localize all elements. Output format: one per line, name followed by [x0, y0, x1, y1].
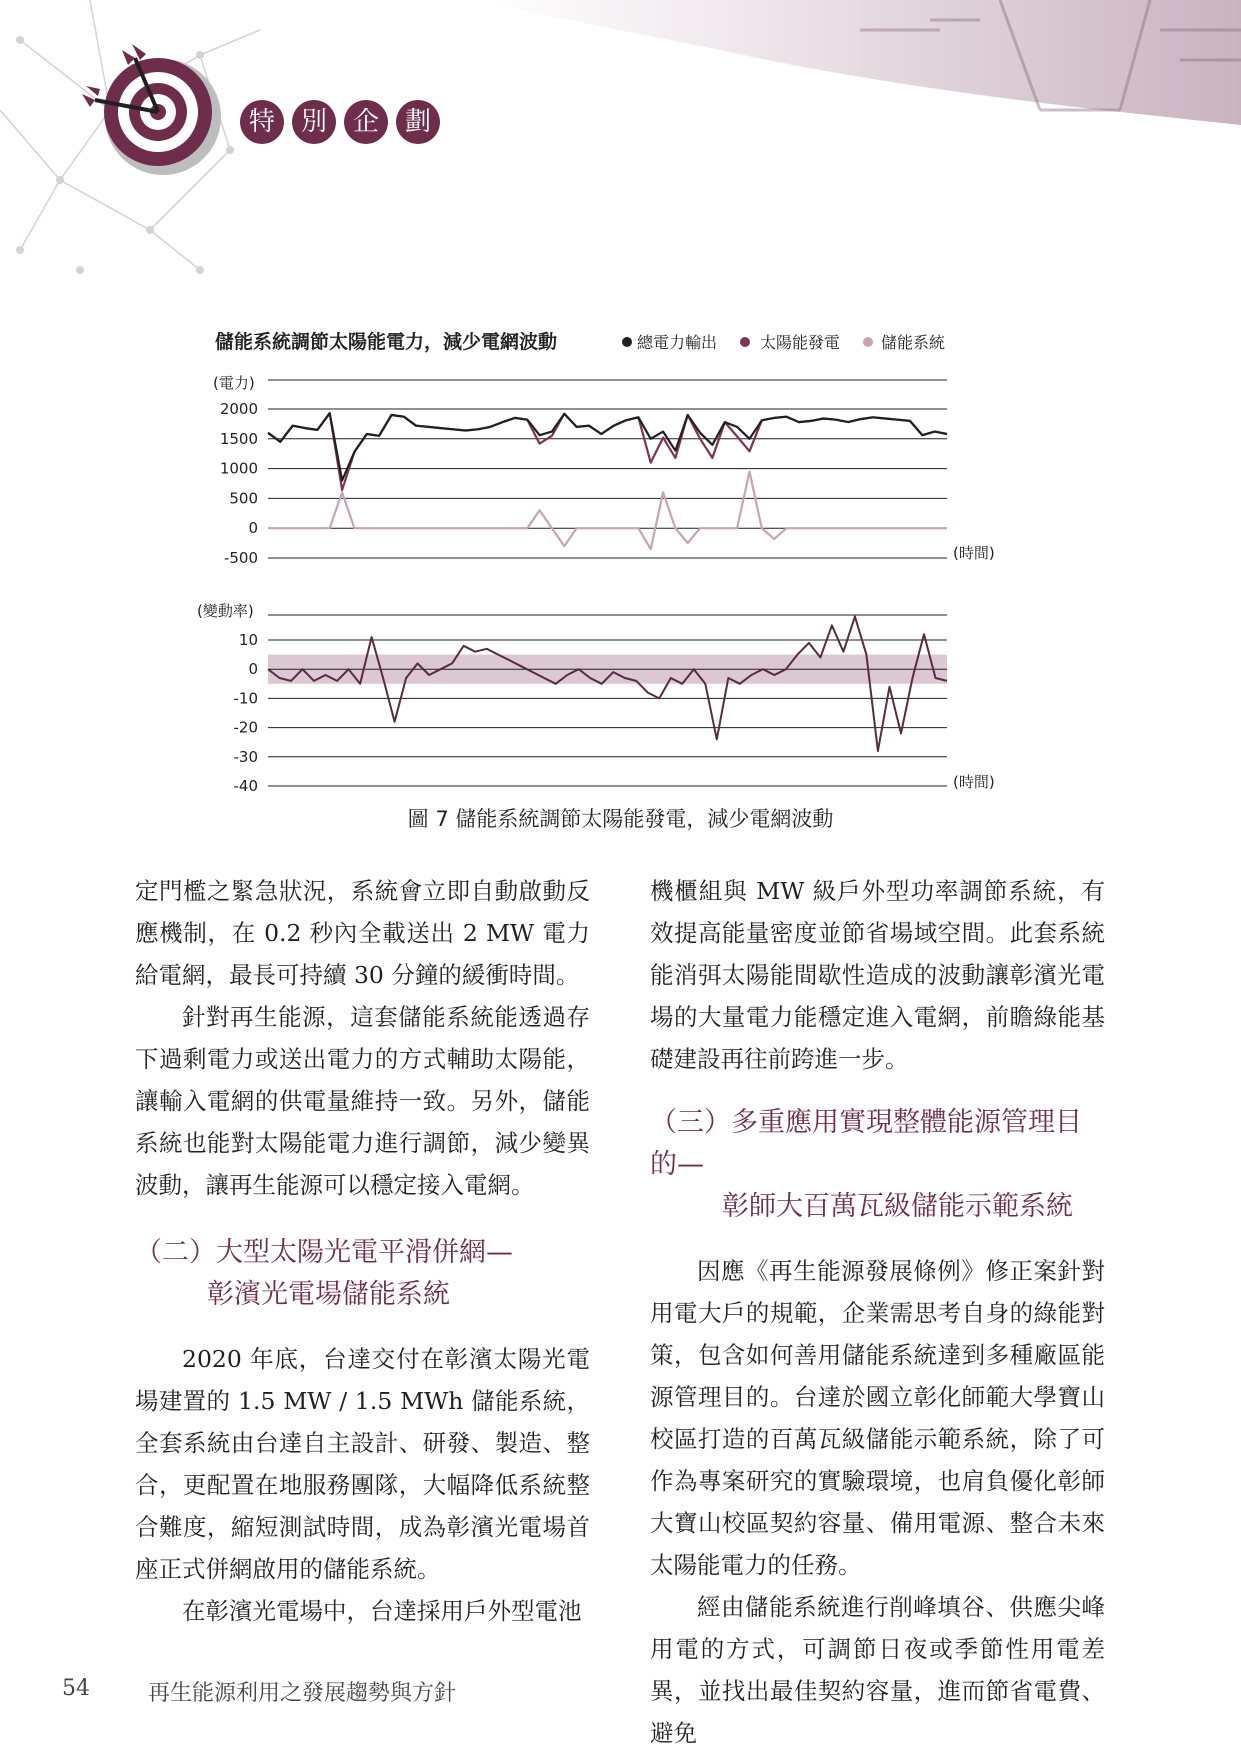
paragraph: 因應《再生能源發展條例》修正案針對用電大戶的規範，企業需思考自身的綠能對策，包含如何善用儲能系統達到多種廠區能源管理目的。台達於國立彰化師範大學寶山校區打造的百萬瓦級儲能示範系統，除了可作為專案研究的實驗環境，也肩負優化彰師大寶山校區契約容量、備用電源、整合未來太陽能電力的任務。	[650, 1257, 1105, 1579]
y-tick-label: 0	[248, 660, 258, 679]
paragraph: 在彰濱光電場中，台達採用戶外型電池	[182, 1597, 582, 1625]
y-tick-label: 0	[248, 519, 258, 538]
section-heading	[650, 1102, 1105, 1228]
target-icon	[82, 44, 221, 175]
y-tick-label: 1000	[219, 459, 258, 478]
series-line-total	[268, 413, 947, 480]
y-tick-label: 500	[229, 489, 258, 508]
header-badge: 特	[240, 100, 284, 144]
header-badge: 企	[344, 100, 388, 144]
right-column	[650, 870, 1105, 1754]
bottom-xlabel: (時間)	[953, 773, 995, 791]
paragraph: 針對再生能源，這套儲能系統能透過存下過剩電力或送出電力的方式輔助太陽能，讓輸入電網的供電量維持一致。另外，儲能系統也能對太陽能電力進行調節，減少變異波動，讓再生能源可以穩定接入電網。	[135, 1003, 590, 1199]
section-heading-line: 彰濱光電場儲能系統	[207, 1279, 450, 1310]
header-decoration	[0, 0, 1241, 290]
section-heading-line: （三）多重應用實現整體能源管理目的—	[650, 1107, 1082, 1180]
section-heading	[135, 1232, 590, 1316]
y-tick-label: -500	[223, 549, 258, 567]
y-tick-label: -20	[233, 718, 258, 737]
y-tick-label: 2000	[219, 400, 258, 418]
chart-title: 儲能系統調節太陽能電力，減少電網波動	[215, 331, 558, 353]
y-tick-label: -40	[233, 777, 258, 795]
header-badge: 別	[292, 100, 336, 144]
y-tick-label: -30	[233, 747, 258, 766]
y-tick-label: 1500	[219, 429, 258, 448]
left-column	[135, 870, 590, 1632]
header-badge: 劃	[396, 100, 440, 144]
paragraph: 機櫃組與 MW 級戶外型功率調節系統，有效提高能量密度並節省場域空間。此套系統能消弭太陽能間歇性造成的波動讓彰濱光電場的大量電力能穩定進入電網，前瞻綠能基礎建設再往前跨進一步。	[650, 877, 1105, 1073]
legend-marker	[622, 337, 632, 347]
legend-label: 儲能系統	[881, 333, 946, 352]
y-tick-label: -10	[233, 689, 258, 708]
y-tick-label: 10	[238, 631, 258, 649]
legend-marker	[863, 337, 873, 347]
legend	[622, 333, 945, 352]
page-number: 54	[62, 1676, 90, 1701]
paragraph: 定門檻之緊急狀況，系統會立即自動啟動反應機制，在 0.2 秒內全載送出 2 MW 電力給電網，最長可持續 30 分鐘的緩衝時間。	[135, 877, 590, 989]
bottom-ylabel: (變動率)	[197, 602, 254, 620]
legend-label: 總電力輸出	[637, 333, 718, 352]
figure-7-chart	[0, 300, 1241, 860]
paragraph: 2020 年底，台達交付在彰濱太陽光電場建置的 1.5 MW / 1.5 MWh 儲能系統，全套系統由台達自主設計、研發、製造、整合，更配置在地服務團隊，大幅降低系統整合難度，縮短測試時間，成為彰濱光電場首座正式併網啟用的儲能系統。	[135, 1345, 590, 1583]
top-xlabel: (時間)	[953, 544, 995, 562]
top-ylabel: (電力)	[213, 374, 255, 392]
section-heading-line: 彰師大百萬瓦級儲能示範系統	[722, 1191, 1073, 1222]
legend-marker	[740, 337, 750, 347]
port-photo-banner	[480, 0, 1241, 125]
series-line-storage	[268, 472, 947, 549]
legend-label: 太陽能發電	[760, 333, 841, 352]
figure-caption: 圖 7 儲能系統調節太陽能發電，減少電網波動	[407, 807, 834, 831]
section-heading-line: （二）大型太陽光電平滑併網—	[135, 1237, 513, 1268]
series-line-solar	[268, 413, 947, 490]
paragraph: 經由儲能系統進行削峰填谷、供應尖峰用電的方式，可調節日夜或季節性用電差異，並找出最佳契約容量，進而節省電費、避免	[650, 1593, 1105, 1747]
footer-title: 再生能源利用之發展趨勢與方針	[148, 1681, 457, 1706]
